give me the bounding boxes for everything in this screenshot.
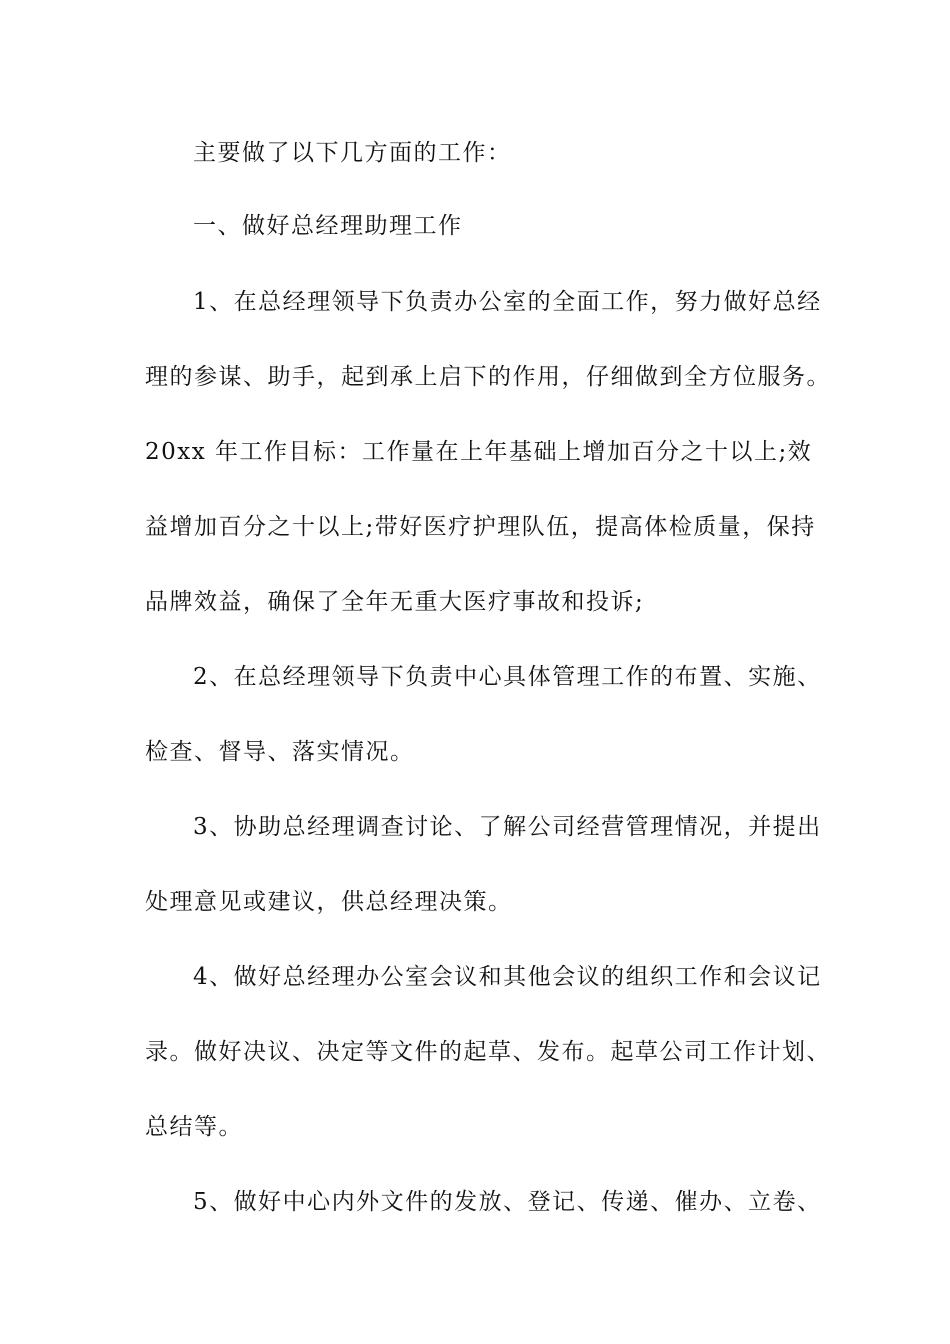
section-heading: 一、做好总经理助理工作 xyxy=(193,213,463,239)
paragraph-line: 2、在总经理领导下负责中心具体管理工作的布置、实施、 xyxy=(193,664,822,690)
paragraph-line: 品牌效益，确保了全年无重大医疗事故和投诉; xyxy=(145,589,645,615)
intro-line: 主要做了以下几方面的工作： xyxy=(193,140,512,166)
paragraph-line: 检查、督导、落实情况。 xyxy=(145,739,415,765)
paragraph-line: 4、做好总经理办公室会议和其他会议的组织工作和会议记 xyxy=(193,964,822,990)
paragraph-line: 处理意见或建议，供总经理决策。 xyxy=(145,889,513,915)
paragraph-line: 1、在总经理领导下负责办公室的全面工作，努力做好总经 xyxy=(193,289,822,315)
paragraph-line: 录。做好决议、决定等文件的起草、发布。起草公司工作计划、 xyxy=(145,1039,831,1065)
paragraph-line: 总结等。 xyxy=(145,1114,243,1140)
paragraph-line: 5、做好中心内外文件的发放、登记、传递、催办、立卷、 xyxy=(193,1189,822,1215)
paragraph-line: 益增加百分之十以上;带好医疗护理队伍，提高体检质量，保持 xyxy=(145,514,816,540)
paragraph-line: 理的参谋、助手，起到承上启下的作用，仔细做到全方位服务。 xyxy=(145,364,831,390)
paragraph-line: 20xx 年工作目标：工作量在上年基础上增加百分之十以上;效 xyxy=(145,439,813,465)
paragraph-line: 3、协助总经理调查讨论、了解公司经营管理情况，并提出 xyxy=(193,814,822,840)
